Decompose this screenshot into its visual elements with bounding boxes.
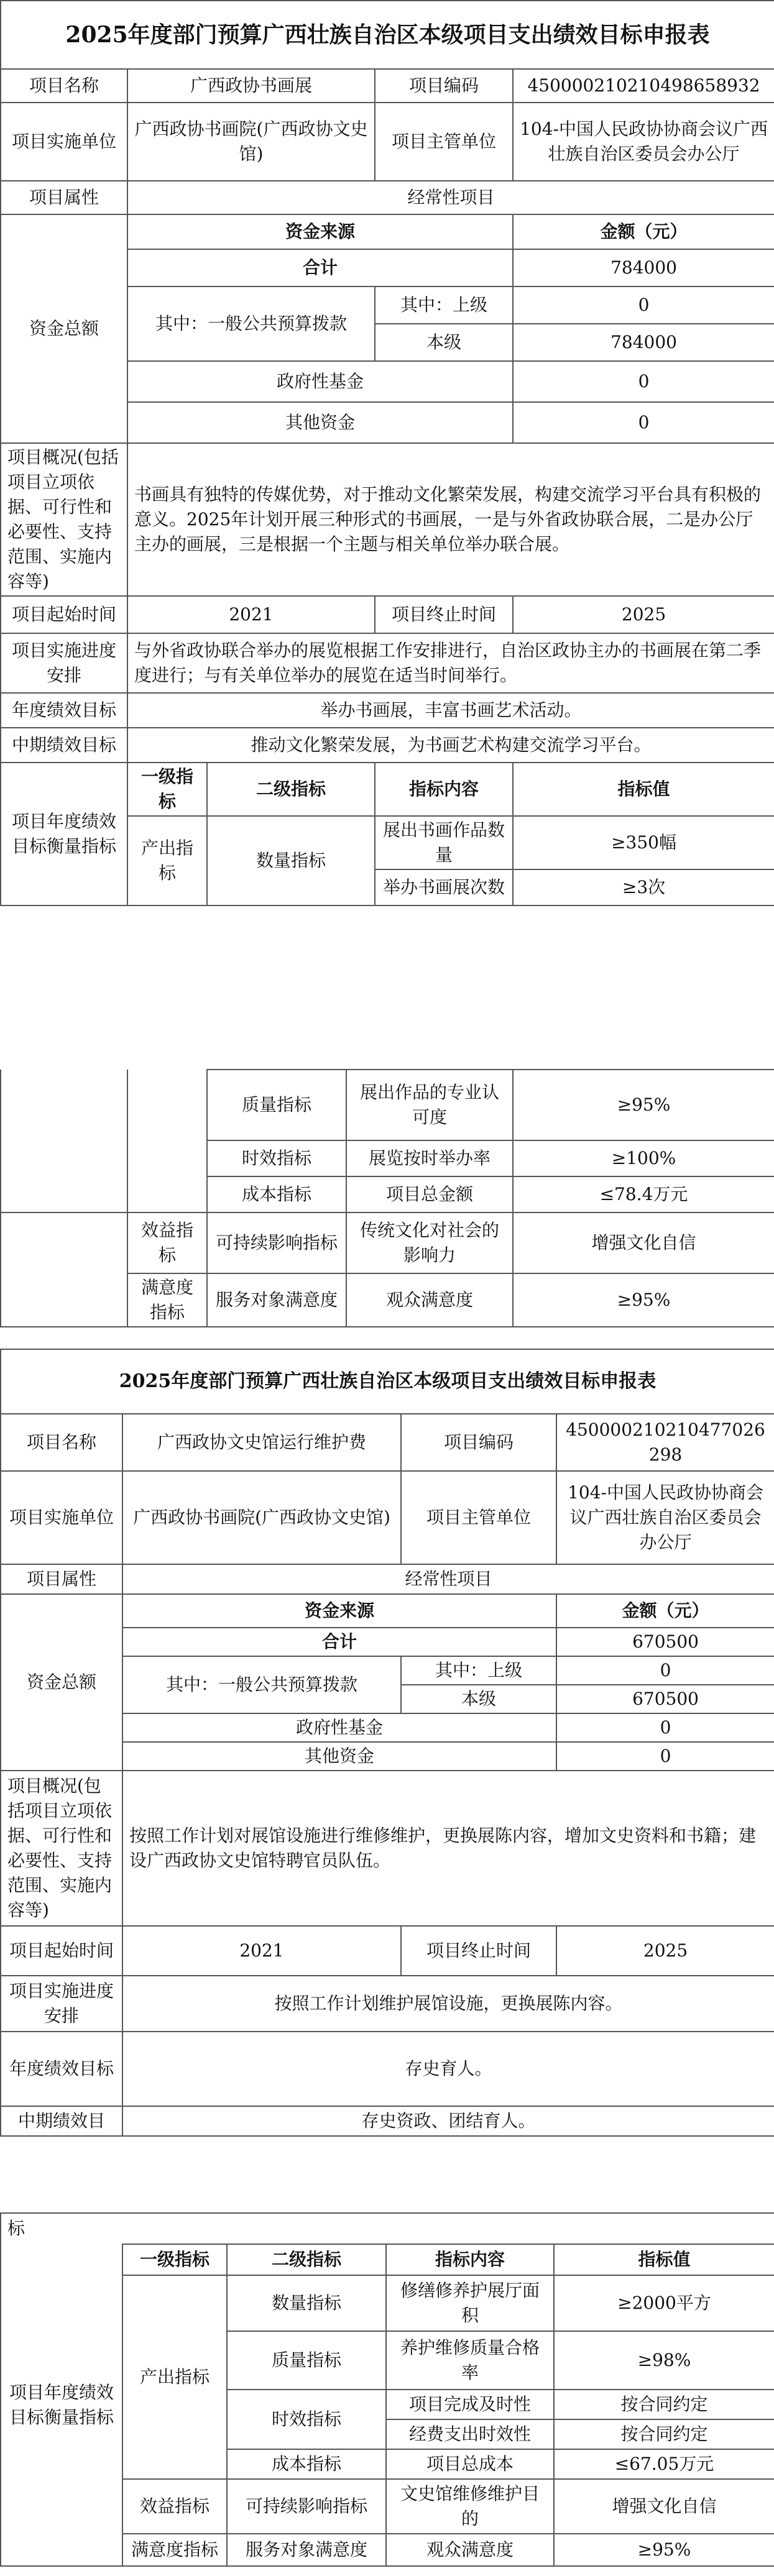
value-project-name-2: 广西政协文史馆运行维护费 (122, 1414, 401, 1471)
label-fund-total-2: 资金总额 (1, 1594, 122, 1771)
value-upper-2: 0 (556, 1656, 774, 1685)
form-1 (0, 0, 774, 906)
label-project-name-2: 项目名称 (1, 1414, 122, 1471)
label-end-time-2: 项目终止时间 (401, 1926, 556, 1976)
label-total: 合计 (127, 249, 513, 286)
level1-benefit: 效益指标 (127, 1212, 207, 1273)
value-exhibit-times: ≥3次 (513, 869, 774, 905)
value-project-code: 450000210210498658932 (513, 69, 774, 103)
label-end-time: 项目终止时间 (375, 596, 513, 633)
label-local-2: 本级 (401, 1685, 556, 1713)
value-total-amount: ≤78.4万元 (513, 1176, 774, 1212)
label-admin-unit: 项目主管单位 (375, 103, 513, 181)
value-purpose: 增强文化自信 (554, 2479, 774, 2534)
value-overview-2: 按照工作计划对展馆设施进行维修维护，更换展陈内容，增加文史资料和书籍；建设广西政协文史馆特聘官员队伍。 (122, 1771, 774, 1926)
content-culture-impact: 传统文化对社会的影响力 (346, 1212, 513, 1273)
value-project-attr-2: 经常性项目 (122, 1564, 774, 1594)
label-mid-goal: 中期绩效目标 (1, 728, 127, 763)
value-total-cost: ≤67.05万元 (554, 2449, 774, 2479)
label-progress: 项目实施进度安排 (1, 633, 127, 693)
label-fund-total: 资金总额 (1, 214, 127, 443)
level2-quality-2: 质量指标 (227, 2331, 386, 2390)
value-mid-goal-2: 存史资政、团结育人。 (122, 2106, 774, 2136)
value-other-fund-2: 0 (556, 1742, 774, 1771)
content-area: 修缮修养护展厅面积 (386, 2275, 554, 2331)
label-upper-2: 其中：上级 (401, 1656, 556, 1685)
value-upper: 0 (513, 286, 774, 324)
value-progress: 与外省政协联合举办的展览根据工作安排进行，自治区政协主办的书画展在第二季度进行；与有关单位举办的展览在适当时间举行。 (127, 633, 774, 693)
level1-benefit-2: 效益指标 (122, 2479, 227, 2534)
value-implement-unit: 广西政协书画院(广西政协文史馆) (127, 103, 375, 181)
level2-cost-2: 成本指标 (227, 2449, 386, 2479)
header-value-2: 指标值 (554, 2244, 774, 2275)
label-project-name: 项目名称 (1, 69, 127, 103)
label-mid-goal-2: 中期绩效目 (1, 2106, 122, 2136)
header-level2-2: 二级指标 (227, 2244, 386, 2275)
content-total-cost: 项目总成本 (386, 2449, 554, 2479)
value-implement-unit-2: 广西政协书画院(广西政协文史馆) (122, 1471, 401, 1564)
value-end-time: 2025 (513, 596, 774, 633)
label-project-attr-2: 项目属性 (1, 1564, 122, 1594)
level2-quantity-2: 数量指标 (227, 2275, 386, 2331)
header-amount: 金额（元） (513, 214, 774, 249)
level2-cost: 成本指标 (207, 1176, 346, 1212)
form-1-table (0, 0, 774, 906)
level2-sustain-2: 可持续影响指标 (227, 2479, 386, 2534)
label-total-2: 合计 (122, 1628, 556, 1656)
label-general-budget: 其中：一般公共预算拨款 (127, 286, 375, 361)
value-project-name: 广西政协书画展 (127, 69, 375, 103)
form-1-continued (0, 1069, 774, 1327)
form-title-2: 2025年度部门预算广西壮族自治区本级项目支出绩效目标申报表 (1, 1349, 774, 1414)
label-overview: 项目概况(包括项目立项依据、可行性和必要性、支持范围、实施内容等) (1, 443, 127, 596)
label-other-fund: 其他资金 (127, 402, 513, 443)
content-recognition: 展出作品的专业认可度 (346, 1070, 513, 1140)
content-completion: 项目完成及时性 (386, 2390, 554, 2419)
level1-satisfaction-2: 满意度指标 (122, 2534, 227, 2566)
label-general-budget-2: 其中：一般公共预算拨款 (122, 1656, 401, 1713)
level2-sustain: 可持续影响指标 (207, 1212, 346, 1273)
content-audience: 观众满意度 (346, 1273, 513, 1327)
label-local: 本级 (375, 324, 513, 361)
value-start-time: 2021 (127, 596, 375, 633)
value-gov-fund: 0 (513, 361, 774, 402)
label-annual-goal: 年度绩效目标 (1, 693, 127, 728)
value-spending: 按合同约定 (554, 2419, 774, 2449)
label-other-fund-2: 其他资金 (122, 1742, 556, 1771)
label-project-code-2: 项目编码 (401, 1414, 556, 1471)
label-gov-fund: 政府性基金 (127, 361, 513, 402)
value-area: ≥2000平方 (554, 2275, 774, 2331)
level2-quality: 质量指标 (207, 1070, 346, 1140)
value-on-time: ≥100% (513, 1140, 774, 1176)
header-amount-2: 金额（元） (556, 1594, 774, 1628)
value-end-time-2: 2025 (556, 1926, 774, 1976)
form-2-continued (0, 2212, 774, 2567)
value-pass-rate: ≥98% (554, 2331, 774, 2390)
value-total-2: 670500 (556, 1628, 774, 1656)
content-purpose: 文史馆维修维护目的 (386, 2479, 554, 2534)
header-content: 指标内容 (375, 763, 513, 816)
value-gov-fund-2: 0 (556, 1713, 774, 1742)
value-admin-unit: 104-中国人民政协协商会议广西壮族自治区委员会办公厅 (513, 103, 774, 181)
label-indicators: 项目年度绩效目标衡量指标 (1, 763, 127, 905)
value-mid-goal: 推动文化繁荣发展，为书画艺术构建交流学习平台。 (127, 728, 774, 763)
value-completion: 按合同约定 (554, 2390, 774, 2419)
level1-output-2: 产出指标 (122, 2275, 227, 2479)
value-start-time-2: 2021 (122, 1926, 401, 1976)
content-total-amount: 项目总金额 (346, 1176, 513, 1212)
label-indicators-2: 项目年度绩效目标衡量指标 (1, 2244, 122, 2566)
value-audience: ≥95% (513, 1273, 774, 1327)
value-culture-impact: 增强文化自信 (513, 1212, 774, 1273)
value-admin-unit-2: 104-中国人民政协协商会议广西壮族自治区委员会办公厅 (556, 1471, 774, 1564)
cont-level1-cell (127, 1070, 207, 1212)
level1-satisfaction: 满意度指标 (127, 1273, 207, 1327)
value-project-attr: 经常性项目 (127, 181, 774, 214)
form-2-table (0, 1349, 774, 2137)
content-works-count: 展出书画作品数量 (375, 816, 513, 869)
label-upper: 其中：上级 (375, 286, 513, 324)
label-start-time-2: 项目起始时间 (1, 1926, 122, 1976)
level2-quantity: 数量指标 (207, 816, 375, 905)
header-value: 指标值 (513, 763, 774, 816)
label-implement-unit-2: 项目实施单位 (1, 1471, 122, 1564)
form-2-continued-table (0, 2212, 774, 2567)
value-project-code-2: 450000210210477026298 (556, 1414, 774, 1471)
form-title: 2025年度部门预算广西壮族自治区本级项目支出绩效目标申报表 (1, 1, 774, 69)
cont-left-cell-2 (1, 1212, 127, 1327)
content-on-time: 展览按时举办率 (346, 1140, 513, 1176)
value-total: 784000 (513, 249, 774, 286)
content-spending: 经费支出时效性 (386, 2419, 554, 2449)
form-2 (0, 1349, 774, 2137)
value-recognition: ≥95% (513, 1070, 774, 1140)
cont-left-cell (1, 1070, 127, 1212)
cut-label: 标 (1, 2213, 774, 2244)
value-annual-goal-2: 存史育人。 (122, 2032, 774, 2106)
header-content-2: 指标内容 (386, 2244, 554, 2275)
header-fund-source-2: 资金来源 (122, 1594, 556, 1628)
label-project-code: 项目编码 (375, 69, 513, 103)
label-gov-fund-2: 政府性基金 (122, 1713, 556, 1742)
value-overview: 书画具有独特的传媒优势，对于推动文化繁荣发展，构建交流学习平台具有积极的意义。2025年计划开展三种形式的书画展，一是与外省政协联合展，二是办公厅主办的画展，三是根据一个主题与相关单位举办联合展。 (127, 443, 774, 596)
value-audience-2: ≥95% (554, 2534, 774, 2566)
label-annual-goal-2: 年度绩效目标 (1, 2032, 122, 2106)
form-1-continued-table (0, 1069, 774, 1327)
label-start-time: 项目起始时间 (1, 596, 127, 633)
label-overview-2: 项目概况(包括项目立项依据、可行性和必要性、支持范围、实施内容等) (1, 1771, 122, 1926)
header-fund-source: 资金来源 (127, 214, 513, 249)
level2-service: 服务对象满意度 (207, 1273, 346, 1327)
content-exhibit-times: 举办书画展次数 (375, 869, 513, 905)
value-local-2: 670500 (556, 1685, 774, 1713)
level1-output: 产出指标 (127, 816, 207, 905)
content-audience-2: 观众满意度 (386, 2534, 554, 2566)
header-level1-2: 一级指标 (122, 2244, 227, 2275)
content-pass-rate: 养护维修质量合格率 (386, 2331, 554, 2390)
level2-service-2: 服务对象满意度 (227, 2534, 386, 2566)
label-admin-unit-2: 项目主管单位 (401, 1471, 556, 1564)
header-level2: 二级指标 (207, 763, 375, 816)
label-implement-unit: 项目实施单位 (1, 103, 127, 181)
value-progress-2: 按照工作计划维护展馆设施，更换展陈内容。 (122, 1976, 774, 2032)
value-annual-goal: 举办书画展，丰富书画艺术活动。 (127, 693, 774, 728)
label-project-attr: 项目属性 (1, 181, 127, 214)
level2-timeliness: 时效指标 (207, 1140, 346, 1176)
value-other-fund: 0 (513, 402, 774, 443)
label-progress-2: 项目实施进度安排 (1, 1976, 122, 2032)
level2-timeliness-2: 时效指标 (227, 2390, 386, 2449)
value-works-count: ≥350幅 (513, 816, 774, 869)
header-level1: 一级指标 (127, 763, 207, 816)
value-local: 784000 (513, 324, 774, 361)
